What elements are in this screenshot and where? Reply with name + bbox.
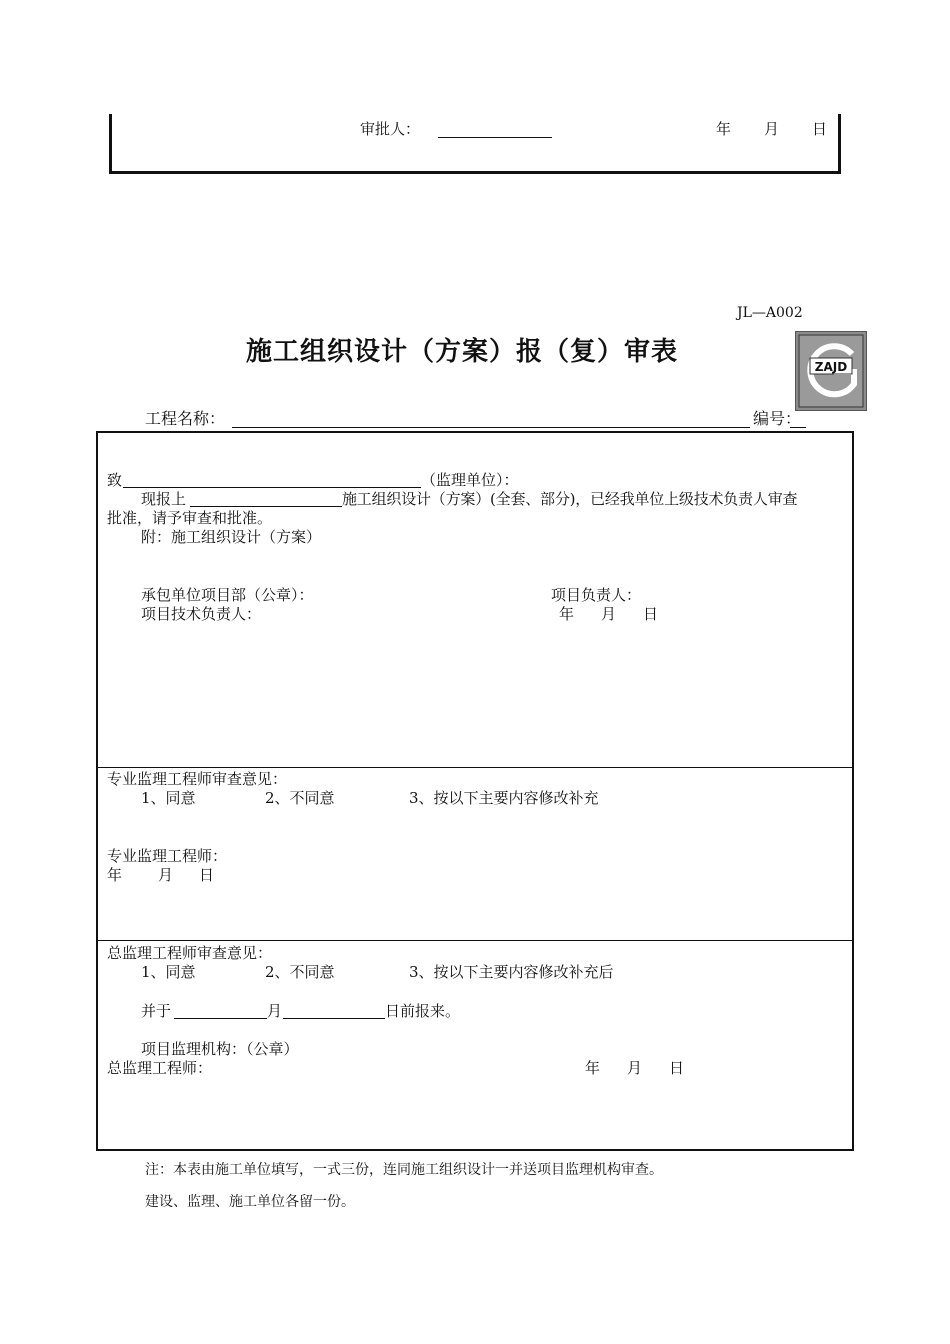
- zajd-logo-icon: [795, 331, 867, 411]
- s3-option-revise[interactable]: 3、按以下主要内容修改补充后: [409, 963, 614, 981]
- s1-day: 日: [643, 605, 659, 623]
- tech-manager-label: 项目技术负责人：: [141, 605, 262, 623]
- and-at-label: 并于: [141, 1002, 172, 1020]
- logo-text: ZAJD: [814, 360, 848, 374]
- specialist-engineer-label: 专业监理工程师：: [107, 847, 228, 865]
- approval-year: 年: [716, 120, 732, 138]
- chief-opinion-heading: 总监理工程师审查意见：: [107, 944, 273, 962]
- number-field[interactable]: [790, 427, 806, 428]
- attachment-label: 附：施工组织设计（方案）: [141, 528, 322, 546]
- s2-day: 日: [199, 866, 215, 884]
- deadline-day-field[interactable]: [283, 1018, 385, 1019]
- contractor-dept-label: 承包单位项目部（公章）：: [141, 586, 314, 604]
- s2-month: 月: [158, 866, 174, 884]
- approval-box: [109, 114, 841, 174]
- s2-option-revise[interactable]: 3、按以下主要内容修改补充: [409, 789, 599, 807]
- section-divider-1: [97, 767, 853, 768]
- approval-day: 日: [812, 120, 828, 138]
- section-divider-2: [97, 940, 853, 941]
- s1-year: 年: [559, 605, 575, 623]
- s3-option-agree[interactable]: 1、同意: [141, 963, 196, 981]
- project-name-label: 工程名称：: [145, 409, 226, 428]
- project-manager-label: 项目负责人：: [551, 586, 642, 604]
- submit-line2: 批准，请予审查和批准。: [107, 509, 273, 527]
- s2-option-agree[interactable]: 1、同意: [141, 789, 196, 807]
- number-label: 编号：: [753, 409, 802, 428]
- page-title: 施工组织设计（方案）报（复）审表: [246, 337, 679, 367]
- note-line-1: 注：本表由施工单位填写，一式三份，连同施工组织设计一并送项目监理机构审查。: [145, 1162, 663, 1178]
- s3-year: 年: [585, 1059, 601, 1077]
- form-code: JL—A002: [737, 305, 803, 321]
- s2-option-disagree[interactable]: 2、不同意: [265, 789, 335, 807]
- submit-suffix: 施工组织设计（方案）(全套、部分)，已经我单位上级技术负责人审查: [342, 490, 798, 508]
- deadline-month-label: 月: [267, 1002, 283, 1020]
- supervisor-unit-field[interactable]: [123, 487, 421, 488]
- s3-day: 日: [669, 1059, 685, 1077]
- submit-prefix: 现报上: [141, 490, 187, 508]
- deadline-month-field[interactable]: [174, 1018, 267, 1019]
- specialist-opinion-heading: 专业监理工程师审查意见：: [107, 770, 288, 788]
- approval-month: 月: [764, 120, 780, 138]
- s1-month: 月: [601, 605, 617, 623]
- s3-option-disagree[interactable]: 2、不同意: [265, 963, 335, 981]
- supervisor-unit-label: （监理单位）：: [421, 471, 519, 489]
- to-label: 致: [107, 471, 123, 489]
- s3-month: 月: [627, 1059, 643, 1077]
- supervision-org-label: 项目监理机构：（公章）: [141, 1040, 299, 1058]
- deadline-day-label: 日前报来。: [385, 1002, 461, 1020]
- chief-engineer-label: 总监理工程师：: [107, 1059, 213, 1077]
- submit-project-field[interactable]: [190, 506, 342, 507]
- approver-label: 审批人：: [360, 120, 421, 138]
- project-name-field[interactable]: [232, 427, 750, 428]
- approver-field[interactable]: [438, 137, 552, 138]
- note-line-2: 建设、监理、施工单位各留一份。: [145, 1194, 355, 1210]
- s2-year: 年: [107, 866, 123, 884]
